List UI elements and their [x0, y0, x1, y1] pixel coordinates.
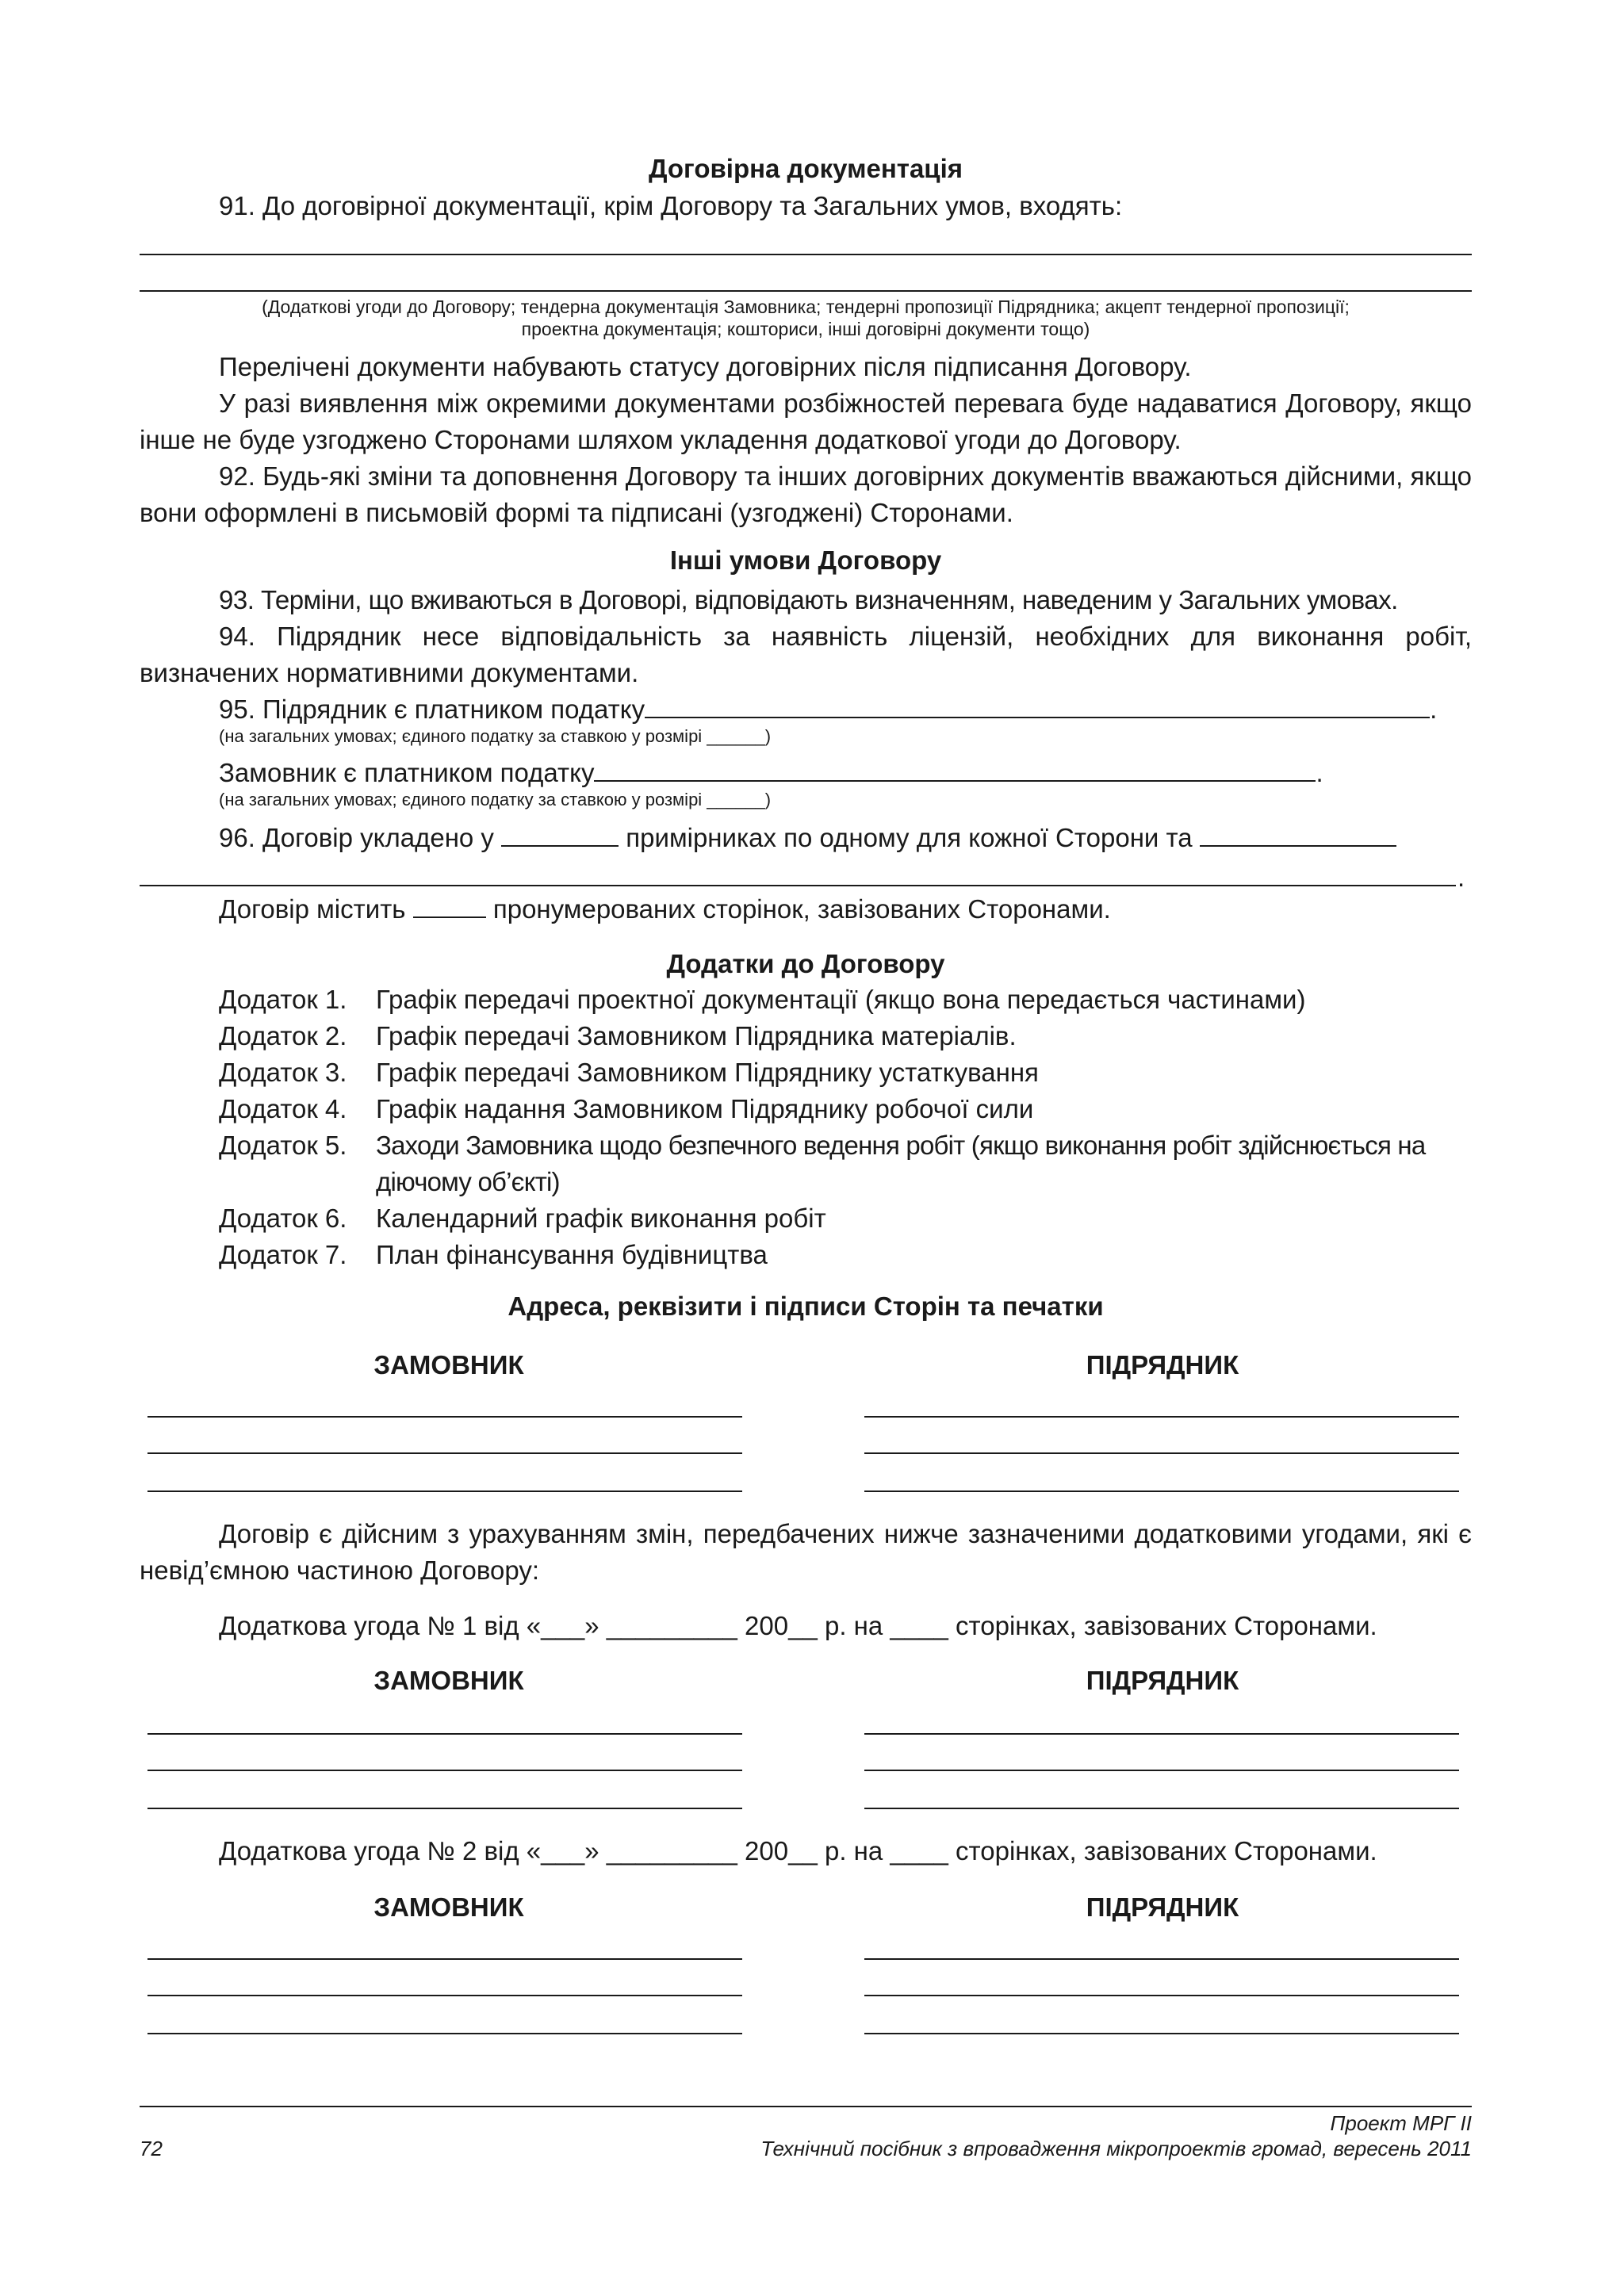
annex-number: Додаток 4. — [219, 1094, 347, 1123]
pages-text-a: Договір містить — [219, 894, 406, 924]
annex-text: Заходи Замовника щодо безпечного ведення робіт (якщо виконання робіт здійснюється на діючому об’єкті) — [376, 1131, 1426, 1196]
annex-number: Додаток 5. — [219, 1131, 347, 1160]
customer-signature-line[interactable] — [147, 1490, 742, 1492]
paragraph-validity: Договір є дійсним з урахуванням змін, передбачених нижче зазначеними додатковими угодами, які є невід’ємною частиною Договору: — [140, 1519, 1472, 1585]
tax-contractor-row — [219, 691, 1472, 728]
tax-customer-blank[interactable] — [594, 756, 1316, 782]
paragraph-discrepancy: У разі виявлення між окремими документами розбіжностей перевага буде надаватися Договору, якщо інше не буде узгоджено Сторонами шляхом укладення додаткової угоди до Договору. — [140, 388, 1472, 454]
fill-line — [140, 254, 1472, 255]
customer-signature-line[interactable] — [147, 1452, 742, 1454]
paragraph-91: 91. До договірної документації, крім Договору та Загальних умов, входять: — [219, 191, 1123, 220]
paragraph-92: 92. Будь-які зміни та доповнення Договору та інших договірних документів вважаються дійсними, якщо вони оформлені в письмовій формі та підписані (узгоджені) Сторонами. — [140, 461, 1472, 527]
contractor-signature-line[interactable] — [864, 1733, 1459, 1735]
footer-project: Проект МРГ ІІ — [1330, 2111, 1472, 2135]
tax-contractor-hint: (на загальних умовах; єдиного податку за ставкою у розмірі ______) — [219, 726, 772, 746]
footer-rule — [140, 2106, 1472, 2107]
contractor-label: ПІДРЯДНИК — [1086, 1892, 1239, 1922]
contractor-signature-line[interactable] — [864, 1770, 1459, 1771]
contractor-signature-line[interactable] — [864, 2033, 1459, 2034]
copies-text-b: примірниках по одному для кожної Сторони та — [626, 823, 1193, 852]
annex-number: Додаток 2. — [219, 1021, 347, 1050]
period: . — [1430, 695, 1438, 724]
section-title-contract-docs: Договірна документація — [648, 154, 963, 183]
addendum-1: Додаткова угода № 1 від «___» _________ 200__ р. на ____ сторінках, завізованих Сторонами. — [219, 1611, 1377, 1640]
paragraph-94: 94. Підрядник несе відповідальність за наявність ліцензій, необхідних для виконання робіт, визначених нормативними документами. — [140, 622, 1472, 687]
customer-signature-line[interactable] — [147, 1416, 742, 1418]
contractor-signature-line[interactable] — [864, 1808, 1459, 1809]
period: . — [1316, 758, 1323, 787]
page-number: 72 — [140, 2137, 163, 2160]
pages-text-b: пронумерованих сторінок, завізованих Сторонами. — [492, 894, 1111, 924]
customer-signature-line[interactable] — [147, 1733, 742, 1735]
tax-customer-hint: (на загальних умовах; єдиного податку за ставкою у розмірі ______) — [219, 790, 772, 809]
annex-text: Календарний графік виконання робіт — [376, 1203, 826, 1233]
tax-contractor-blank[interactable] — [645, 693, 1430, 718]
annex-number: Додаток 6. — [219, 1203, 347, 1233]
customer-signature-line[interactable] — [147, 1770, 742, 1771]
annex-text: Графік надання Замовником Підряднику робочої сили — [376, 1094, 1034, 1123]
annex-text: Графік передачі Замовником Підрядника матеріалів. — [376, 1021, 1017, 1050]
section-title-other-terms: Інші умови Договору — [669, 545, 942, 575]
contractor-signature-line[interactable] — [864, 1416, 1459, 1418]
contractor-signature-line[interactable] — [864, 1452, 1459, 1454]
copies-row — [219, 820, 1472, 856]
customer-signature-line[interactable] — [147, 1995, 742, 1996]
copies-extra-blank[interactable] — [1200, 821, 1396, 847]
annex-text: Графік передачі проектної документації (якщо вона передається частинами) — [376, 985, 1306, 1014]
customer-label: ЗАМОВНИК — [373, 1892, 524, 1922]
paragraph-listed-documents: Перелічені документи набувають статусу договірних після підписання Договору. — [219, 352, 1192, 381]
contractor-label: ПІДРЯДНИК — [1086, 1350, 1239, 1380]
footer-manual-title: Технічний посібник з впровадження мікропроектів громад, вересень 2011 — [760, 2137, 1472, 2160]
hint-91-line2: проектна документація; кошториси, інші договірні документи тощо) — [521, 319, 1090, 339]
contractor-signature-line[interactable] — [864, 1995, 1459, 1996]
addendum-2: Додаткова угода № 2 від «___» _________ 200__ р. на ____ сторінках, завізованих Сторонами. — [219, 1836, 1377, 1866]
annex-text: План фінансування будівництва — [376, 1240, 768, 1269]
pages-row — [219, 891, 1472, 928]
annex-number: Додаток 3. — [219, 1058, 347, 1087]
copies-count-blank[interactable] — [501, 821, 619, 847]
paragraph-93: 93. Терміни, що вживаються в Договорі, відповідають визначенням, наведеним у Загальних умовах. — [219, 585, 1398, 614]
contractor-signature-line[interactable] — [864, 1958, 1459, 1960]
annex-number: Додаток 1. — [219, 985, 347, 1014]
contractor-label: ПІДРЯДНИК — [1086, 1666, 1239, 1695]
customer-label: ЗАМОВНИК — [373, 1350, 524, 1380]
hint-91-line1: (Додаткові угоди до Договору; тендерна документація Замовника; тендерні пропозиції Підрядника; акцепт тендерної пропозиції; — [262, 297, 1350, 317]
customer-signature-line[interactable] — [147, 2033, 742, 2034]
section-title-annexes: Додатки до Договору — [666, 949, 945, 978]
copies-text-a: 96. Договір укладено у — [219, 823, 494, 852]
fill-line — [140, 290, 1472, 292]
annex-number: Додаток 7. — [219, 1240, 347, 1269]
annex-text: Графік передачі Замовником Підряднику устаткування — [376, 1058, 1039, 1087]
tax-customer-label: Замовник є платником податку — [219, 758, 595, 787]
customer-label: ЗАМОВНИК — [373, 1666, 524, 1695]
contractor-signature-line[interactable] — [864, 1490, 1459, 1492]
fill-line — [140, 885, 1456, 886]
customer-signature-line[interactable] — [147, 1958, 742, 1960]
customer-signature-line[interactable] — [147, 1808, 742, 1809]
pages-count-blank[interactable] — [413, 893, 486, 918]
tax-customer-row — [219, 755, 1472, 791]
period: . — [1457, 863, 1465, 892]
section-title-requisites: Адреса, реквізити і підписи Сторін та печатки — [508, 1292, 1104, 1321]
tax-contractor-label: 95. Підрядник є платником податку — [219, 695, 645, 724]
